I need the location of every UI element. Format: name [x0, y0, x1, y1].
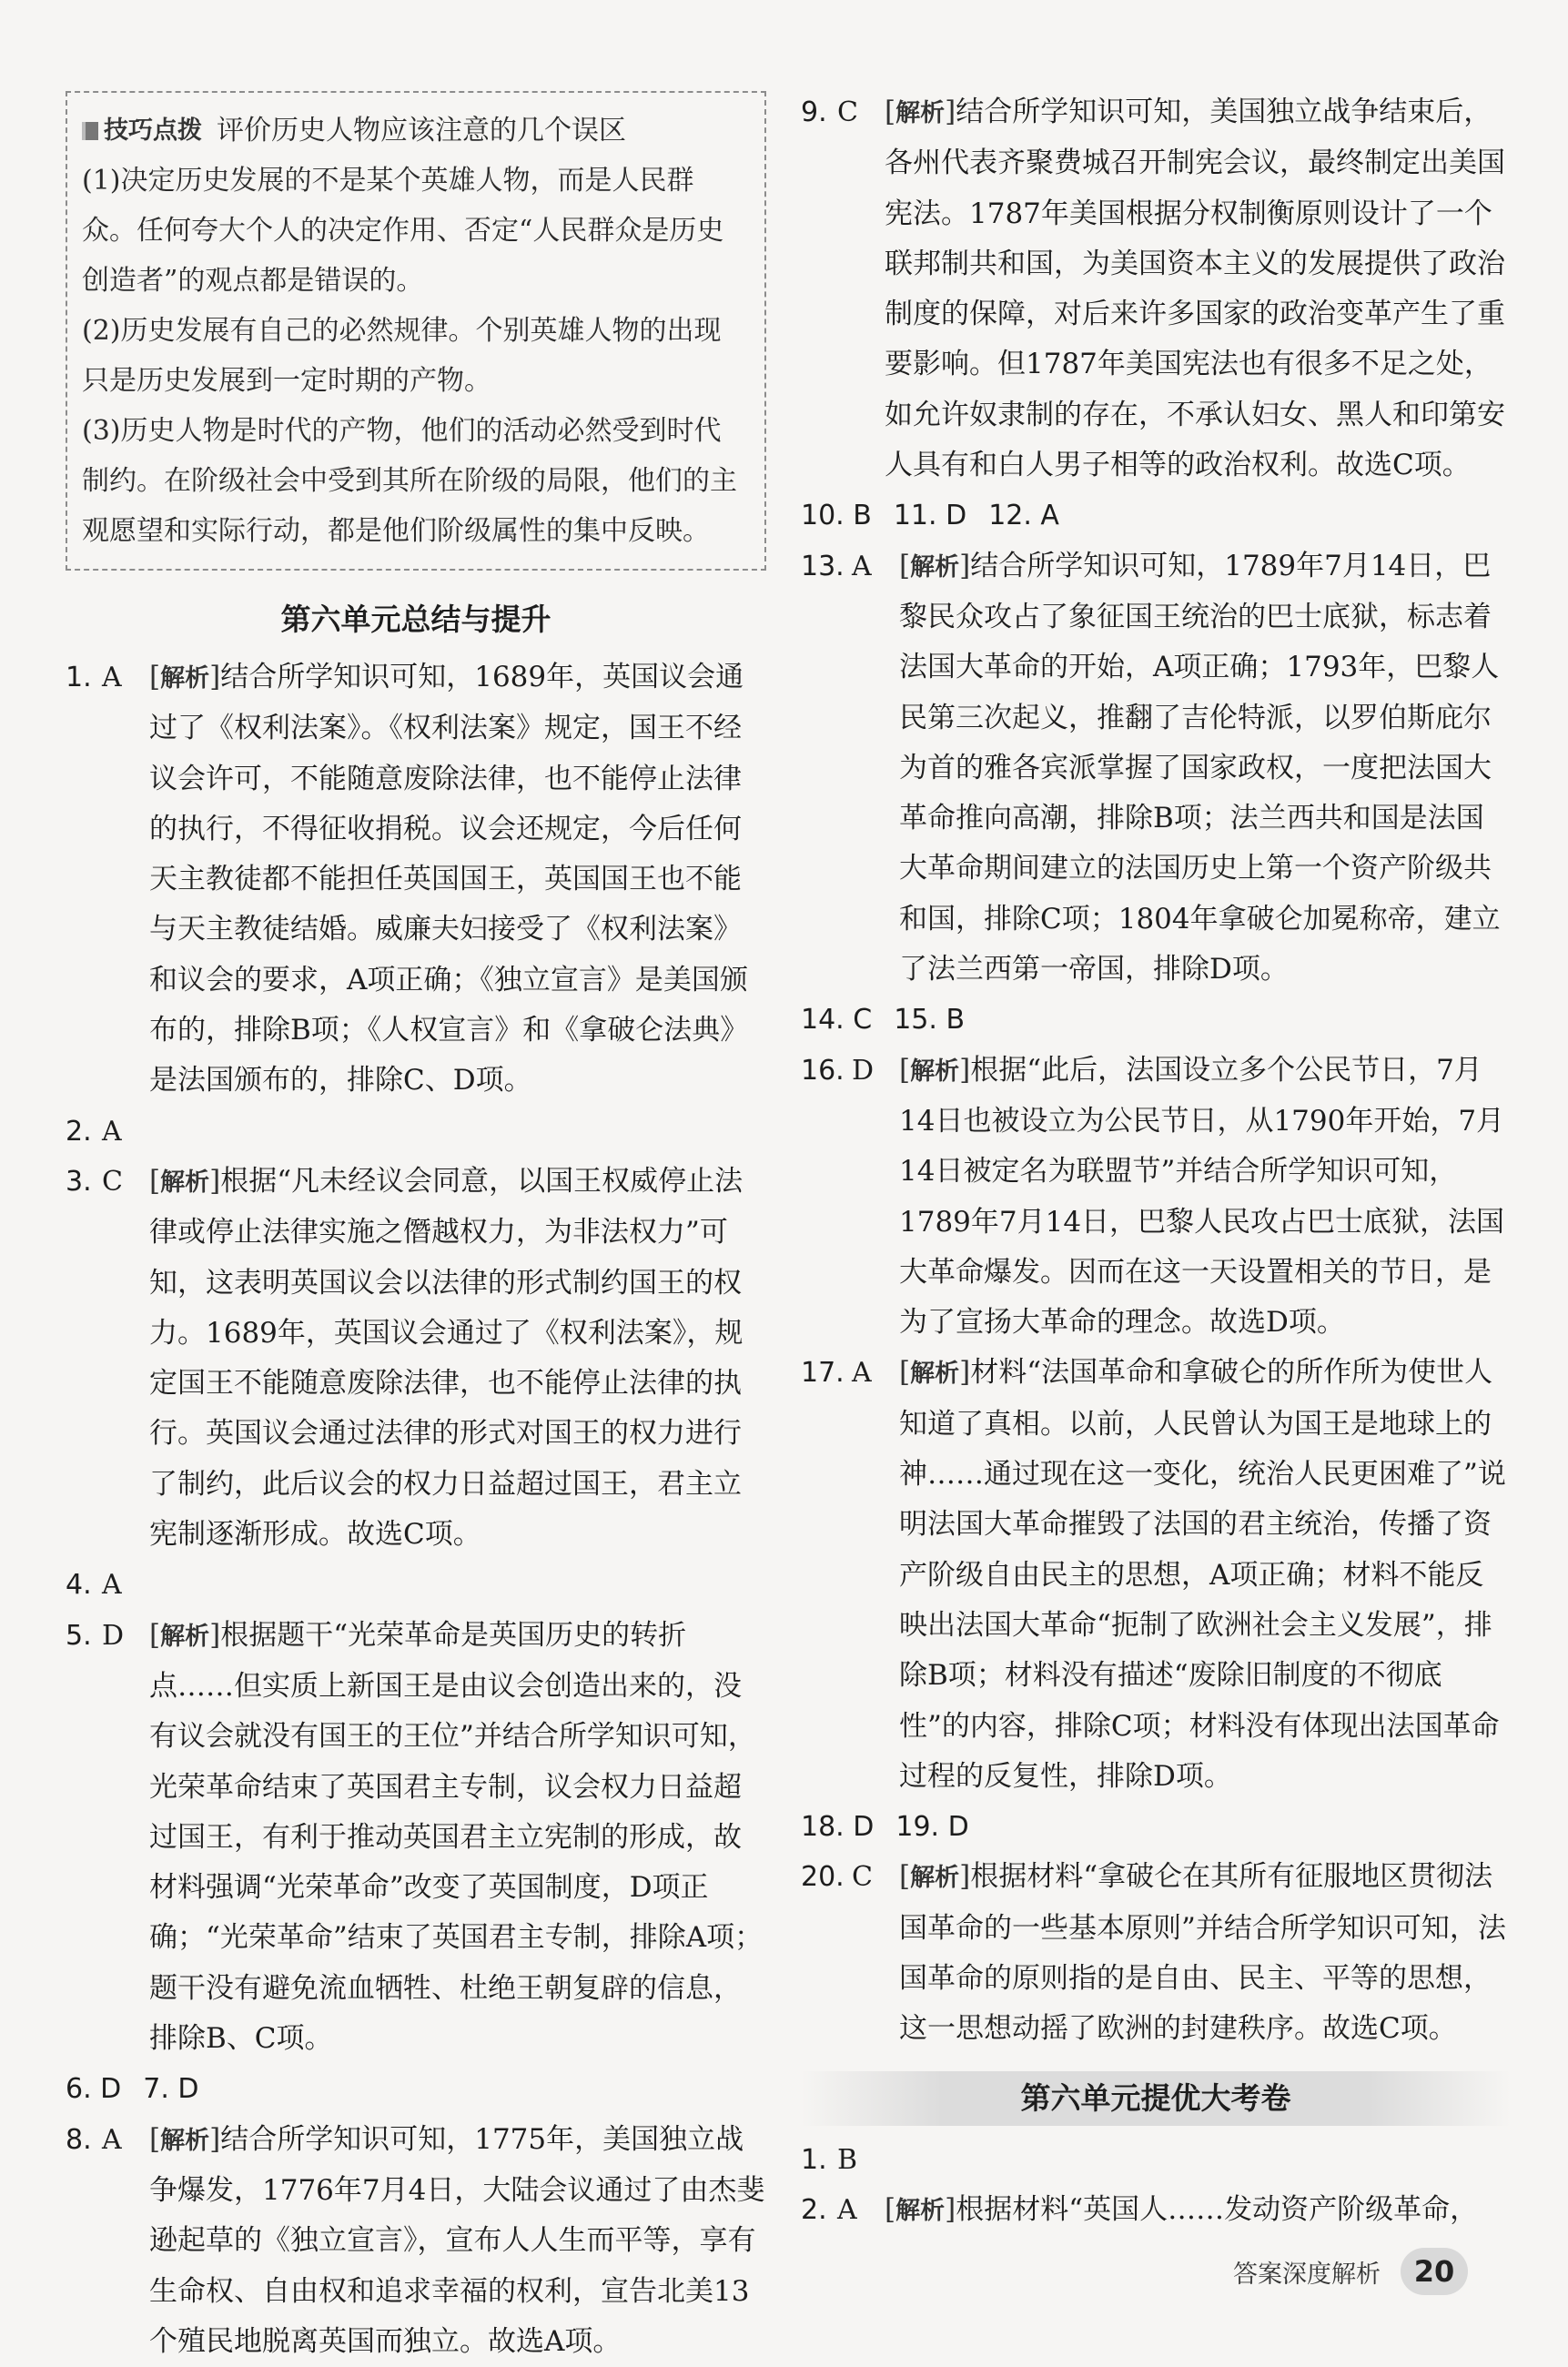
item-answer: A	[102, 2123, 122, 2156]
item-answer: D	[852, 1054, 875, 1087]
answer-item-2	[66, 1107, 766, 1157]
tip-header	[82, 106, 748, 156]
item-explanation: [解析]结合所学知识可知，1775年，美国独立战争爆发，1776年7月4日，大陆会议通过了由杰斐逊起草的《独立宣言》，宣布人人生而平等，享有生命权、自由权和追求幸福的权利，宣告北美13个殖民地脱离英国而独立。故选A项。	[149, 2122, 765, 2358]
footer-label: 答案深度解析	[1233, 2260, 1381, 2289]
item-explanation: [解析]结合所学知识可知，1689年，英国议会通过了《权利法案》。《权利法案》规定，国王不经议会许可，不能随意废除法律，也不能停止法律的执行，不得征收捐税。议会还规定，今后任何天主教徒都不能担任英国国王，英国国王也不能与天主教徒结婚。威廉夫妇接受了《权利法案》和议会的要求，A项正确；《独立宣言》是美国颁布的，排除B项；《人权宣言》和《拿破仑法典》是法国颁布的，排除C、D项。	[149, 661, 749, 1098]
answer-item-3	[66, 1157, 766, 1560]
explanation-text: 结合所学知识可知，1789年7月14日，巴黎民众攻占了象征国王统治的巴士底狱，标志着法国大革命的开始，A项正确；1793年，巴黎人民第三次起义，推翻了吉伦特派，以罗伯斯庇尔为首的雅各宾派掌握了国家政权，一度把法国大革命推向高潮，排除B项；法兰西共和国是法国大革命期间建立的法国历史上第一个资产阶级共和国，排除C项；1804年拿破仑加冕称帝，建立了法兰西第一帝国，排除D项。	[899, 549, 1501, 986]
analysis-tag: 解析	[910, 1864, 960, 1893]
explanation-text: 根据“凡未经议会同意，以国王权威停止法律或停止法律实施之僭越权力，为非法权力”可知，这表明英国议会以法律的形式制约国王的权力。1689年，英国议会通过了《权利法案》，规定国王不能随意废除法律，也不能停止法律的执行。英国议会通过法律的形式对国王的权力进行了制约，此后议会的权力日益超过国王，君主立宪制逐渐形成。故选C项。	[149, 1164, 744, 1552]
item-number: 1.	[66, 662, 92, 693]
short-answer: 10. B	[801, 500, 872, 532]
item-explanation: [解析]结合所学知识可知，1789年7月14日，巴黎民众攻占了象征国王统治的巴士底狱，标志着法国大革命的开始，A项正确；1793年，巴黎人民第三次起义，推翻了吉伦特派，以罗伯斯庇尔为首的雅各宾派掌握了国家政权，一度把法国大革命推向高潮，排除B项；法兰西共和国是法国大革命期间建立的法国历史上第一个资产阶级共和国，排除C项；1804年拿破仑加冕称帝，建立了法兰西第一帝国，排除D项。	[899, 549, 1501, 986]
tip-line: (3)历史人物是时代的产物，他们的活动必然受到时代制约。在阶级社会中受到其所在阶级的局限，他们的主观愿望和实际行动，都是他们阶级属性的集中反映。	[82, 415, 737, 547]
item-number: 8.	[66, 2123, 92, 2156]
answer-pair-18-19	[801, 1802, 1511, 1852]
item-number: 9.	[801, 96, 827, 128]
right-column	[801, 87, 1511, 2236]
page-footer	[1233, 2248, 1468, 2295]
item-answer: A	[102, 1115, 122, 1148]
item-answer: B	[837, 2143, 858, 2176]
item-answer: C	[102, 1165, 123, 1198]
answer-item-4	[66, 1560, 766, 1610]
answer-item-1	[66, 652, 766, 1107]
item-number: 4.	[66, 1569, 92, 1602]
tip-line: (2)历史发展有自己的必然规律。个别英雄人物的出现只是历史发展到一定时期的产物。	[82, 315, 722, 397]
item-number: 17.	[801, 1357, 845, 1390]
item-explanation: [解析]结合所学知识可知，美国独立战争结束后，各州代表齐聚费城召开制宪会议，最终制定出美国宪法。1787年美国根据分权制衡原则设计了一个联邦制共和国，为美国资本主义的发展提供了政治制度的保障，对后来许多国家的政治变革产生了重要影响。但1787年美国宪法也有很多不足之处，如允许奴隶制的存在，不承认妇女、黑人和印第安人具有和白人男子相等的政治权利。故选C项。	[885, 96, 1505, 482]
explanation-text: 根据题干“光荣革命是英国历史的转折点……但实质上新国王是由议会创造出来的，没有议会就没有国王的王位”并结合所学知识可知，光荣革命结束了英国君主专制，议会权力日益超过国王，有利于推动英国君主立宪制的形成，故材料强调“光荣革命”改变了英国制度，D项正确；“光荣革命”结束了英国君主专制，排除A项；题干没有避免流血牺牲、杜绝王朝复辟的信息，排除B、C项。	[149, 1618, 764, 2056]
item-answer: A	[837, 2193, 857, 2226]
short-answer: 7. D	[143, 2073, 199, 2106]
analysis-tag: 解析	[910, 1057, 960, 1086]
short-answer: 6. D	[66, 2073, 122, 2106]
analysis-tag: 解析	[160, 2126, 210, 2155]
answer-trio-10-12	[801, 491, 1511, 541]
item-number: 2.	[66, 1115, 92, 1148]
left-column	[66, 91, 766, 2367]
explanation-text: 结合所学知识可知，1775年，美国独立战争爆发，1776年7月4日，大陆会议通过了由杰斐逊起草的《独立宣言》，宣布人人生而平等，享有生命权、自由权和追求幸福的权利，宣告北美13个殖民地脱离英国而独立。故选A项。	[149, 2122, 765, 2358]
answer-item-20	[801, 1852, 1511, 2054]
exam-item-2	[801, 2185, 1511, 2236]
tip-title: 评价历史人物应该注意的几个误区	[217, 115, 626, 147]
item-number: 5.	[66, 1619, 92, 1652]
answer-item-9	[801, 87, 1511, 491]
item-answer: C	[852, 1861, 873, 1894]
item-explanation: [解析]根据“此后，法国设立多个公民节日，7月14日也被设立为公民节日，从1790年开始，7月14日被定名为联盟节”并结合所学知识可知，1789年7月14日，巴黎人民攻占巴士底狱，法国大革命爆发。因而在这一天设置相关的节日，是为了宣扬大革命的理念。故选D项。	[899, 1053, 1505, 1340]
answer-pair-14-15	[801, 995, 1511, 1045]
tip-badge-label: 技巧点拨	[104, 116, 202, 145]
answer-item-8	[66, 2115, 766, 2367]
item-explanation: [解析]根据题干“光荣革命是英国历史的转折点……但实质上新国王是由议会创造出来的，没有议会就没有国王的王位”并结合所学知识可知，光荣革命结束了英国君主专制，议会权力日益超过国王，有利于推动英国君主立宪制的形成，故材料强调“光荣革命”改变了英国制度，D项正确；“光荣革命”结束了英国君主专制，排除A项；题干没有避免流血牺牲、杜绝王朝复辟的信息，排除B、C项。	[149, 1618, 764, 2056]
section-title-exam: 第六单元提优大考卷	[801, 2071, 1511, 2126]
analysis-tag: 解析	[895, 99, 946, 127]
tip-mark-icon	[82, 122, 98, 140]
short-answer: 12. A	[988, 500, 1059, 532]
short-answer: 11. D	[893, 500, 967, 532]
answer-item-16	[801, 1046, 1511, 1349]
answer-item-5	[66, 1611, 766, 2065]
item-answer: A	[102, 1569, 122, 1602]
explanation-text: 根据材料“拿破仑在其所有征服地区贯彻法国革命的一些基本原则”并结合所学知识可知，法国革命的原则指的是自由、民主、平等的思想，这一思想动摇了欧洲的封建秩序。故选C项。	[899, 1860, 1506, 2046]
item-explanation: [解析]根据“凡未经议会同意，以国王权威停止法律或停止法律实施之僭越权力，为非法权力”可知，这表明英国议会以法律的形式制约国王的权力。1689年，英国议会通过了《权利法案》，规定国王不能随意废除法律，也不能停止法律的执行。英国议会通过法律的形式对国王的权力进行了制约，此后议会的权力日益超过国王，君主立宪制逐渐形成。故选C项。	[149, 1164, 744, 1552]
analysis-tag: 解析	[910, 552, 960, 582]
explanation-text: 结合所学知识可知，美国独立战争结束后，各州代表齐聚费城召开制宪会议，最终制定出美国宪法。1787年美国根据分权制衡原则设计了一个联邦制共和国，为美国资本主义的发展提供了政治制度的保障，对后来许多国家的政治变革产生了重要影响。但1787年美国宪法也有很多不足之处，如允许奴隶制的存在，不承认妇女、黑人和印第安人具有和白人男子相等的政治权利。故选C项。	[885, 96, 1505, 482]
analysis-tag: 解析	[160, 1622, 210, 1651]
analysis-tag: 解析	[160, 1168, 210, 1197]
analysis-tag: 解析	[895, 2196, 946, 2225]
answer-pair-6-7	[66, 2064, 766, 2114]
tip-line: (1)决定历史发展的不是某个英雄人物，而是人民群众。任何夸大个人的决定作用、否定“人民群众是历史创造者”的观点都是错误的。	[82, 165, 724, 297]
tip-box	[66, 91, 766, 571]
item-explanation: [解析]根据材料“拿破仑在其所有征服地区贯彻法国革命的一些基本原则”并结合所学知识可知，法国革命的原则指的是自由、民主、平等的思想，这一思想动摇了欧洲的封建秩序。故选C项。	[899, 1860, 1506, 2046]
item-answer: D	[102, 1619, 125, 1652]
item-answer: C	[837, 96, 858, 128]
exam-item-1	[801, 2135, 1511, 2185]
item-answer: A	[102, 662, 122, 693]
item-explanation: [解析]根据材料“英国人……发动资产阶级革命，	[885, 2192, 1479, 2226]
page-number: 20	[1401, 2248, 1468, 2295]
item-number: 3.	[66, 1165, 92, 1198]
short-answer: 14. C	[801, 1004, 873, 1037]
short-answer: 18. D	[801, 1811, 875, 1844]
item-number: 2.	[801, 2193, 827, 2226]
item-number: 13.	[801, 550, 845, 582]
item-number: 1.	[801, 2143, 827, 2176]
answer-item-17	[801, 1348, 1511, 1802]
section-title-summary: 第六单元总结与提升	[280, 602, 551, 637]
explanation-text: 结合所学知识可知，1689年，英国议会通过了《权利法案》。《权利法案》规定，国王不经议会许可，不能随意废除法律，也不能停止法律的执行，不得征收捐税。议会还规定，今后任何天主教徒都不能担任英国国王，英国国王也不能与天主教徒结婚。威廉夫妇接受了《权利法案》和议会的要求，A项正确；《独立宣言》是美国颁布的，排除B项；《人权宣言》和《拿破仑法典》是法国颁布的，排除C、D项。	[149, 661, 749, 1098]
short-answer: 15. B	[894, 1004, 966, 1037]
explanation-text: 材料“法国革命和拿破仑的所作所为使世人知道了真相。以前，人民曾认为国王是地球上的神……通过现在这一变化，统治人民更困难了”说明法国大革命摧毁了法国的君主统治，传播了资产阶级自由民主的思想，A项正确；材料不能反映出法国大革命“扼制了欧洲社会主义发展”，排除B项；材料没有描述“废除旧制度的不彻底性”的内容，排除C项；材料没有体现出法国革命过程的反复性，排除D项。	[899, 1356, 1506, 1793]
explanation-text: 根据“此后，法国设立多个公民节日，7月14日也被设立为公民节日，从1790年开始，7月14日被定名为联盟节”并结合所学知识可知，1789年7月14日，巴黎人民攻占巴士底狱，法国大革命爆发。因而在这一天设置相关的节日，是为了宣扬大革命的理念。故选D项。	[899, 1053, 1505, 1340]
tip-badge	[82, 106, 202, 156]
item-number: 20.	[801, 1861, 845, 1894]
analysis-tag: 解析	[160, 664, 210, 693]
answer-item-13	[801, 541, 1511, 996]
item-answer: A	[852, 550, 872, 582]
item-number: 16.	[801, 1054, 845, 1087]
item-explanation: [解析]材料“法国革命和拿破仑的所作所为使世人知道了真相。以前，人民曾认为国王是地球上的神……通过现在这一变化，统治人民更困难了”说明法国大革命摧毁了法国的君主统治，传播了资产阶级自由民主的思想，A项正确；材料不能反映出法国大革命“扼制了欧洲社会主义发展”，排除B项；材料没有描述“废除旧制度的不彻底性”的内容，排除C项；材料没有体现出法国革命过程的反复性，排除D项。	[899, 1356, 1506, 1793]
explanation-text: 根据材料“英国人……发动资产阶级革命，	[956, 2192, 1479, 2226]
analysis-tag: 解析	[910, 1360, 960, 1389]
short-answer: 19. D	[895, 1811, 969, 1844]
item-answer: A	[852, 1357, 872, 1390]
